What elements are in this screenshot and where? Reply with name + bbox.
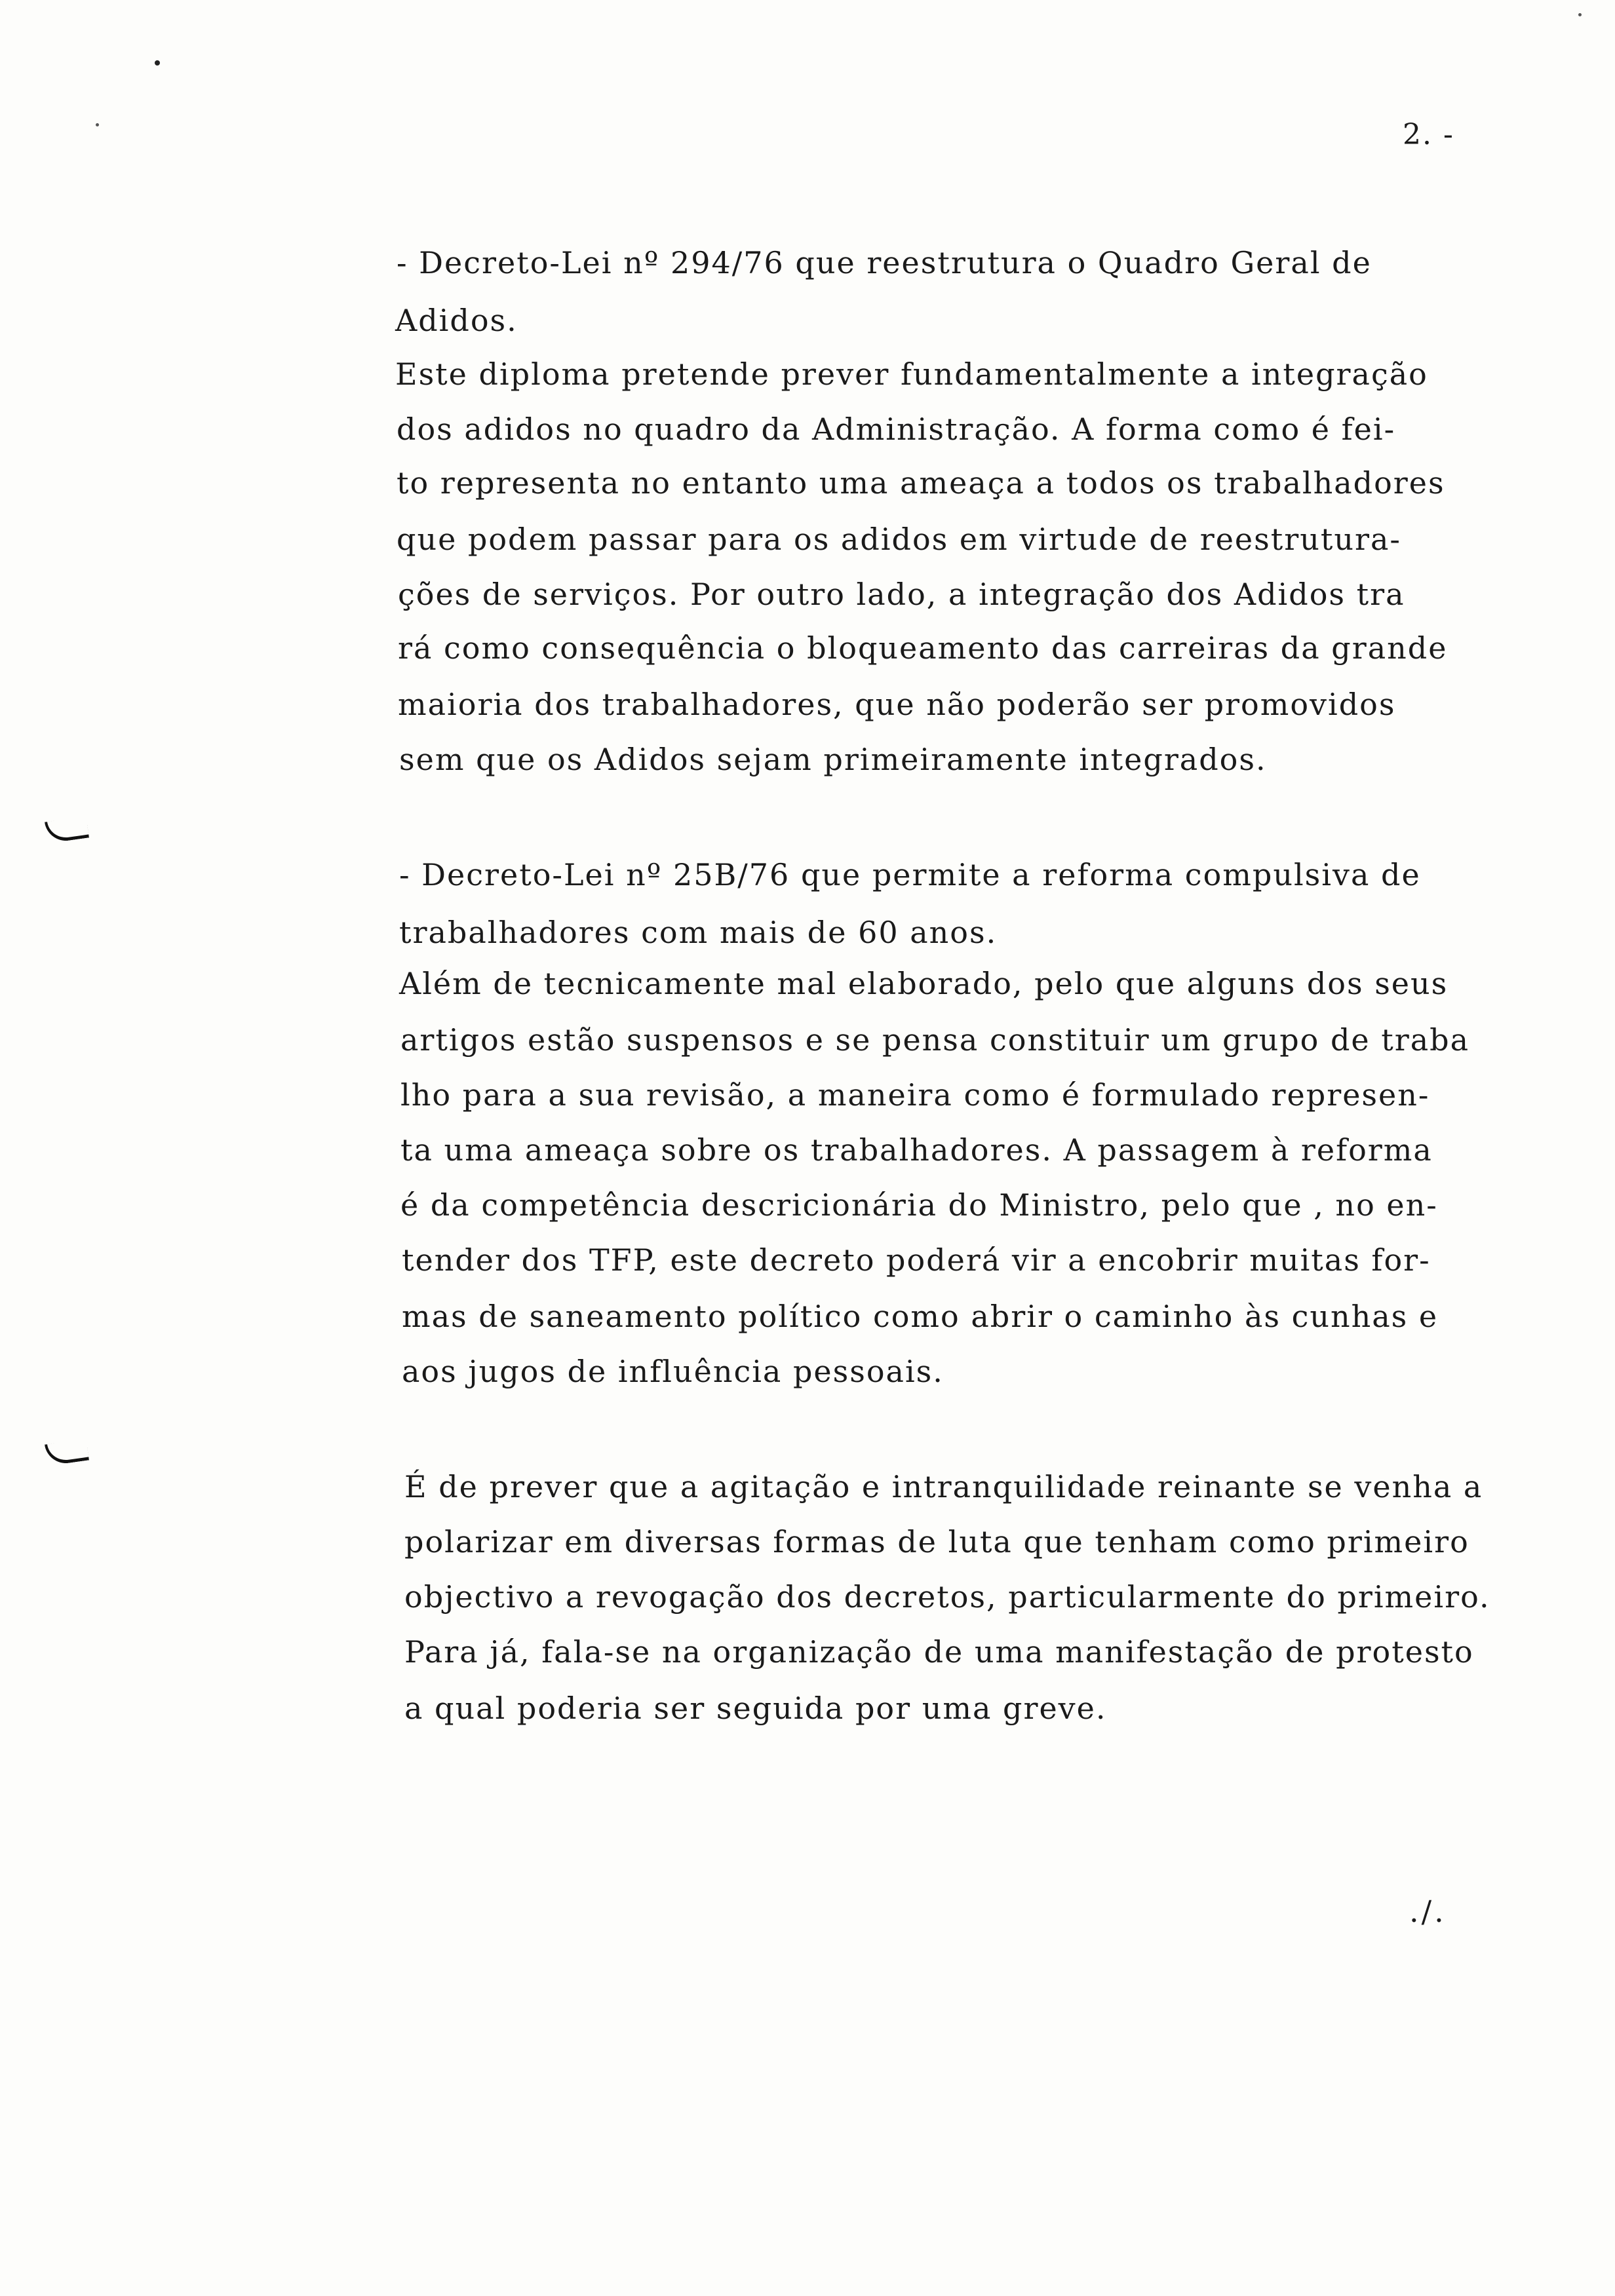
text-line: que podem passar para os adidos em virtude de reestrutura- (397, 522, 1401, 557)
text-line: É de prever que a agitação e intranquilidade reinante se venha a (404, 1469, 1483, 1504)
margin-speck (155, 60, 160, 66)
binding-hole-mark (45, 816, 89, 844)
text-line: Para já, fala-se na organização de uma manifestação de protesto (404, 1634, 1474, 1670)
text-line: tender dos TFP, este decreto poderá vir a encobrir muitas for- (402, 1242, 1431, 1278)
text-line: mas de saneamento político como abrir o caminho às cunhas e (402, 1299, 1439, 1334)
text-line: ta uma ameaça sobre os trabalhadores. A passagem à reforma (400, 1132, 1433, 1168)
text-line: sem que os Adidos sejam primeiramente integrados. (399, 742, 1267, 777)
text-line: Além de tecnicamente mal elaborado, pelo que alguns dos seus (399, 966, 1449, 1001)
text-line: Adidos. (395, 303, 518, 338)
text-line: ções de serviços. Por outro lado, a integração dos Adidos tra (398, 577, 1405, 612)
page-number: 2. - (1403, 118, 1454, 151)
text-line: - Decreto-Lei nº 294/76 que reestrutura o Quadro Geral de (397, 245, 1372, 280)
text-line: maioria dos trabalhadores, que não poderão ser promovidos (398, 687, 1396, 722)
text-line: lho para a sua revisão, a maneira como é formulado represen- (400, 1077, 1430, 1113)
text-line: a qual poderia ser seguida por uma greve. (404, 1691, 1107, 1726)
margin-speck (96, 123, 99, 126)
continuation-mark: ./. (1409, 1894, 1447, 1929)
text-line: to representa no entanto uma ameaça a todos os trabalhadores (397, 465, 1445, 501)
text-line: dos adidos no quadro da Administração. A forma como é fei- (397, 411, 1396, 447)
margin-speck (1578, 13, 1582, 16)
text-line: é da competência descricionária do Ministro, pelo que , no en- (400, 1187, 1438, 1223)
text-line: rá como consequência o bloqueamento das carreiras da grande (398, 630, 1448, 666)
text-line: aos jugos de influência pessoais. (402, 1354, 944, 1389)
text-line: Este diploma pretende prever fundamentalmente a integração (395, 356, 1428, 392)
text-line: polarizar em diversas formas de luta que tenham como primeiro (404, 1524, 1469, 1559)
text-line: trabalhadores com mais de 60 anos. (399, 915, 998, 950)
binding-hole-mark (45, 1439, 89, 1466)
text-line: objectivo a revogação dos decretos, particularmente do primeiro. (404, 1579, 1490, 1615)
text-line: - Decreto-Lei nº 25B/76 que permite a reforma compulsiva de (399, 857, 1421, 892)
text-line: artigos estão suspensos e se pensa constituir um grupo de traba (400, 1022, 1470, 1058)
